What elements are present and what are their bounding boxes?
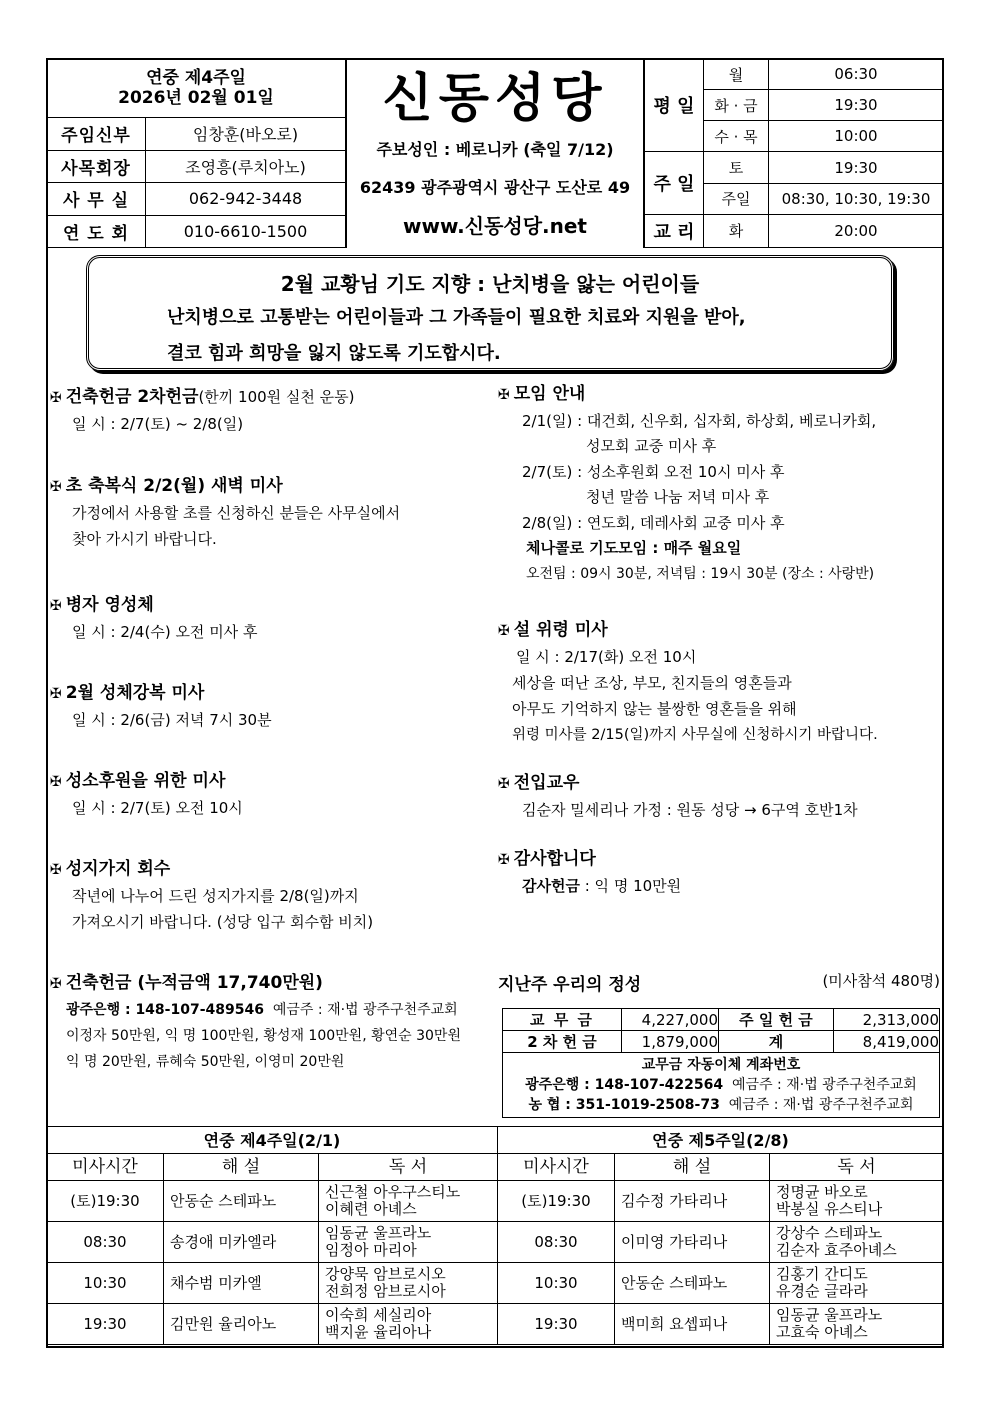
cross-icon: ✠ — [50, 976, 62, 992]
account-holder: 예금주 : 재·법 광주구천주교회 — [728, 1097, 914, 1113]
notice-title: 설 위령 미사 — [513, 620, 608, 640]
offering-table — [502, 1008, 940, 1118]
notice-title: 전입교우 — [513, 773, 580, 793]
notice-line: 오전팀 : 09시 30분, 저녁팀 : 19시 30분 (장소 : 사랑반) — [526, 565, 875, 582]
thanks-label: 감사헌금 — [522, 877, 580, 895]
donor-line: 익 명 20만원, 류혜숙 50만원, 이영미 20만원 — [66, 1054, 345, 1070]
mass-time-cell: 19:30 — [47, 1304, 164, 1345]
mass-day: 토 — [704, 152, 769, 183]
notice-line: 일 시 : 2/4(수) 오전 미사 후 — [72, 623, 258, 641]
table-row — [47, 1304, 944, 1345]
cross-icon: ✠ — [498, 776, 510, 792]
header-info — [46, 58, 346, 248]
reader-name: 김순자 효주아녜스 — [776, 1241, 897, 1259]
offering-label: 주 일 헌 금 — [719, 1009, 834, 1031]
notice-title: 초 축복식 2/2(월) 새벽 미사 — [65, 476, 283, 496]
notice-vocation-mass — [50, 768, 490, 821]
commentator-cell: 송경애 미카엘라 — [164, 1222, 319, 1263]
week-caption: 연중 제5주일(2/8) — [498, 1127, 944, 1154]
mass-time-cell: 10:30 — [47, 1263, 164, 1304]
bank-account: 농 협 : 351-1019-2508-73 — [528, 1097, 720, 1113]
mass-time: 20:00 — [769, 214, 944, 247]
weekday-label: 평 일 — [645, 59, 704, 152]
mass-time-cell: (토)19:30 — [498, 1181, 615, 1222]
reader-cell — [770, 1263, 944, 1304]
mass-time-cell: 19:30 — [498, 1304, 615, 1345]
cross-icon: ✠ — [50, 862, 62, 878]
account-holder: 예금주 : 재·법 광주구천주교회 — [272, 1002, 458, 1018]
notice-line: 체나콜로 기도모임 : 매주 월요일 — [526, 539, 742, 557]
offering-value: 1,879,000 — [622, 1031, 719, 1053]
notice-line: 2/8(일) : 연도회, 데레사회 교중 미사 후 — [522, 513, 785, 532]
notice-title: 2월 성체강복 미사 — [65, 683, 205, 703]
reader-cell — [319, 1181, 498, 1222]
reader-cell — [319, 1222, 498, 1263]
mass-time-cell: 08:30 — [498, 1222, 615, 1263]
donor-line: 이정자 50만원, 익 명 100만원, 황성재 100만원, 황연순 30만원 — [66, 1028, 461, 1044]
notice-line: 청년 말씀 나눔 저녁 미사 후 — [586, 488, 770, 506]
cross-icon: ✠ — [498, 623, 510, 639]
mass-time-cell: 10:30 — [498, 1263, 615, 1304]
notice-lunar-memorial — [498, 617, 938, 748]
notice-sick-communion — [50, 592, 490, 645]
reader-cell — [770, 1222, 944, 1263]
reader-name: 신근철 아우구스티노 — [325, 1183, 461, 1201]
date-label: 2026년 02월 01일 — [118, 88, 274, 108]
notice-candle-blessing — [50, 473, 490, 552]
cross-icon: ✠ — [50, 686, 62, 702]
offering-title: 지난주 우리의 정성 — [498, 975, 642, 995]
notice-line: 2/7(토) : 성소후원회 오전 10시 미사 후 — [522, 462, 785, 481]
column-header: 독 서 — [319, 1154, 498, 1181]
week-label: 연중 제4주일 — [146, 68, 246, 88]
table-row — [47, 1222, 944, 1263]
commentator-cell: 이미영 가타리나 — [615, 1222, 770, 1263]
notice-line: 김순자 밀세리나 가정 : 원동 성당 → 6구역 호반1차 — [522, 801, 858, 819]
notice-line: 2/1(일) : 대건회, 신우회, 십자회, 하상회, 베로니카회, — [522, 411, 877, 430]
catechism-label: 교 리 — [645, 214, 704, 247]
notice-title: 건축헌금 (누적금액 17,740만원) — [65, 973, 323, 993]
notice-thanks — [498, 846, 938, 899]
banner-line-2: 결코 힘과 희망을 잃지 않도록 기도합시다. — [167, 343, 501, 364]
mass-time: 19:30 — [769, 90, 944, 121]
council-value: 조영흥(루치아노) — [146, 150, 346, 183]
mass-time: 10:00 — [769, 121, 944, 152]
church-address: 62439 광주광역시 광산구 도산로 49 — [359, 178, 631, 197]
reader-name: 정명균 바오로 — [776, 1183, 868, 1201]
bank-account: 광주은행 : 148-107-422564 — [525, 1077, 724, 1093]
sunday-label: 주 일 — [645, 152, 704, 214]
reader-name: 강양묵 암브로시오 — [325, 1265, 446, 1283]
banner-title: 2월 교황님 기도 지향 : 난치병을 앓는 어린이들 — [280, 272, 700, 296]
table-row — [47, 1263, 944, 1304]
reader-name: 임동균 울프라노 — [325, 1224, 432, 1242]
notice-new-parishioners — [498, 770, 938, 823]
cross-icon: ✠ — [498, 387, 510, 403]
office-phone: 062-942-3448 — [146, 183, 346, 216]
thanks-value: : 익 명 10만원 — [579, 877, 682, 895]
mass-time-cell: 08:30 — [47, 1222, 164, 1263]
mass-time: 19:30 — [769, 152, 944, 183]
church-name: 신동성당 — [382, 69, 608, 129]
notice-title: 병자 영성체 — [65, 595, 154, 615]
cross-icon: ✠ — [50, 598, 62, 614]
office-label: 사 무 실 — [47, 183, 146, 216]
cross-icon: ✠ — [50, 390, 62, 406]
notice-meetings — [498, 382, 938, 587]
reader-name: 전희정 암브로시아 — [325, 1282, 446, 1300]
reader-name: 강상수 스테파노 — [776, 1224, 883, 1242]
mass-day: 화 · 금 — [704, 90, 769, 121]
auto-transfer-title: 교무금 자동이체 계좌번호 — [641, 1057, 801, 1073]
reader-name: 임정아 마리아 — [325, 1241, 417, 1259]
notice-line: 가져오시기 바랍니다. (성당 입구 회수함 비치) — [72, 913, 374, 931]
week-date — [47, 59, 346, 118]
bank-account: 광주은행 : 148-107-489546 — [66, 1002, 264, 1018]
reader-name: 박봉실 유스티나 — [776, 1200, 883, 1218]
pastor-label: 주임신부 — [47, 118, 146, 151]
reader-name: 고효숙 아녜스 — [776, 1323, 868, 1341]
offering-value: 2,313,000 — [834, 1009, 940, 1031]
ministry-schedule — [46, 1126, 944, 1345]
notice-line: 가정에서 사용할 초를 신청하신 분들은 사무실에서 — [72, 504, 401, 522]
auto-transfer-info — [503, 1053, 940, 1118]
notice-title: 성지가지 회수 — [65, 859, 171, 879]
notice-line: 아무도 기억하지 않는 불쌍한 영혼들을 위해 — [512, 700, 797, 718]
mass-time: 06:30 — [769, 59, 944, 90]
week-caption: 연중 제4주일(2/1) — [47, 1127, 498, 1154]
notice-line: 일 시 : 2/17(화) 오전 10시 — [516, 648, 697, 666]
column-header: 해 설 — [615, 1154, 770, 1181]
reader-name: 임동균 울프라노 — [776, 1306, 883, 1324]
notice-palm-collection — [50, 856, 490, 935]
offering-value: 4,227,000 — [622, 1009, 719, 1031]
pastor-value: 임창훈(바오로) — [146, 118, 346, 151]
commentator-cell: 김만원 율리아노 — [164, 1304, 319, 1345]
yeondo-label: 연 도 회 — [47, 215, 146, 248]
mass-day: 수 · 목 — [704, 121, 769, 152]
column-header: 해 설 — [164, 1154, 319, 1181]
commentator-cell: 백미희 요셉피나 — [615, 1304, 770, 1345]
reader-cell — [319, 1304, 498, 1345]
prayer-intention-banner — [86, 255, 894, 371]
reader-name: 이숙희 세실리아 — [325, 1306, 432, 1324]
council-label: 사목회장 — [47, 150, 146, 183]
commentator-cell: 안동순 스테파노 — [615, 1263, 770, 1304]
cross-icon: ✠ — [498, 852, 510, 868]
notice-line: 일 시 : 2/7(토) ~ 2/8(일) — [72, 415, 244, 433]
reader-cell — [319, 1263, 498, 1304]
offering-label: 교 무 금 — [503, 1009, 622, 1031]
offering-header — [498, 970, 940, 995]
notice-line: 찾아 가시기 바랍니다. — [72, 530, 217, 548]
commentator-cell: 안동순 스테파노 — [164, 1181, 319, 1222]
table-row — [47, 1181, 944, 1222]
notice-line: 성모회 교중 미사 후 — [586, 437, 717, 455]
column-header: 독 서 — [770, 1154, 944, 1181]
notice-line: 위령 미사를 2/15(일)까지 사무실에 신청하시기 바랍니다. — [512, 727, 878, 743]
notice-subtitle: (한끼 100원 실천 운동) — [198, 388, 355, 406]
mass-day: 월 — [704, 59, 769, 90]
reader-name: 유경순 글라라 — [776, 1282, 868, 1300]
notice-title: 건축헌금 2차헌금 — [65, 387, 199, 407]
offering-value: 8,419,000 — [834, 1031, 940, 1053]
cross-icon: ✠ — [50, 774, 62, 790]
attendance-count: (미사참석 480명) — [822, 972, 940, 990]
offering-label: 계 — [719, 1031, 834, 1053]
mass-day: 주일 — [704, 183, 769, 214]
notice-title: 모임 안내 — [513, 384, 586, 404]
notice-building-fund — [50, 384, 490, 437]
account-holder: 예금주 : 재·법 광주구천주교회 — [732, 1077, 917, 1093]
reader-cell — [770, 1181, 944, 1222]
notice-title: 감사합니다 — [513, 849, 596, 869]
column-header: 미사시간 — [498, 1154, 615, 1181]
church-website[interactable]: www.신동성당.net — [403, 214, 587, 238]
mass-time: 08:30, 10:30, 19:30 — [769, 183, 944, 214]
mass-day: 화 — [704, 214, 769, 247]
banner-line-1: 난치병으로 고통받는 어린이들과 그 가족들이 필요한 치료와 지원을 받아, — [167, 307, 746, 328]
reader-cell — [770, 1304, 944, 1345]
commentator-cell: 김수정 가타리나 — [615, 1181, 770, 1222]
notice-line: 세상을 떠난 조상, 부모, 친지들의 영혼들과 — [512, 674, 792, 692]
reader-name: 이혜련 아녜스 — [325, 1200, 417, 1218]
reader-name: 김홍기 간디도 — [776, 1265, 868, 1283]
notice-benediction — [50, 680, 490, 733]
yeondo-phone: 010-6610-1500 — [146, 215, 346, 248]
cross-icon: ✠ — [50, 479, 62, 495]
mass-time-cell: (토)19:30 — [47, 1181, 164, 1222]
notice-building-donations — [50, 970, 496, 1075]
offering-label: 2 차 헌 금 — [503, 1031, 622, 1053]
notice-title: 성소후원을 위한 미사 — [65, 771, 226, 791]
commentator-cell: 채수범 미카엘 — [164, 1263, 319, 1304]
notice-line: 일 시 : 2/7(토) 오전 10시 — [72, 799, 243, 817]
notice-line: 일 시 : 2/6(금) 저녁 7시 30분 — [72, 711, 272, 729]
patron-saint: 주보성인 : 베로니카 (축일 7/12) — [376, 140, 614, 159]
church-masthead — [346, 58, 644, 248]
reader-name: 백지윤 율리아나 — [325, 1323, 432, 1341]
column-header: 미사시간 — [47, 1154, 164, 1181]
notice-line: 작년에 나누어 드린 성지가지를 2/8(일)까지 — [72, 887, 359, 905]
mass-times — [644, 58, 944, 248]
